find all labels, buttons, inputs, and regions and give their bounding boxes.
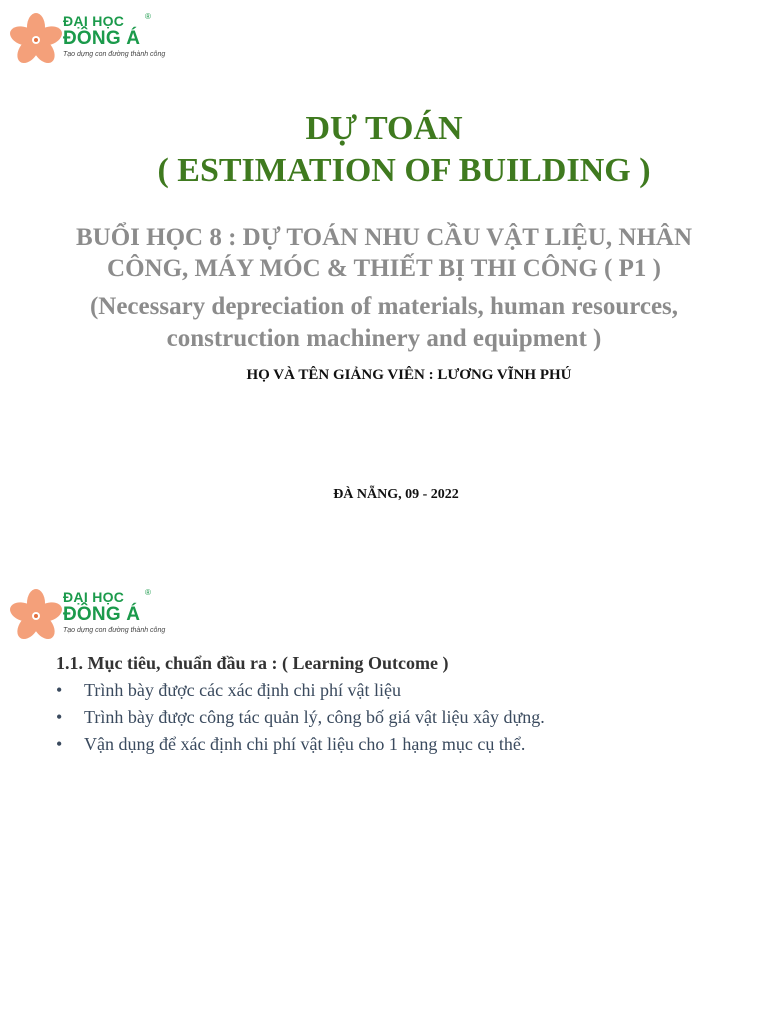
list-item bbox=[56, 731, 545, 758]
lecturer-name: HỌ VÀ TÊN GIẢNG VIÊN : LƯƠNG VĨNH PHÚ bbox=[246, 367, 572, 383]
list-item bbox=[56, 677, 545, 704]
logo-tagline: Tạo dựng con đường thành công bbox=[63, 51, 166, 58]
learning-outcome-heading: 1.1. Mục tiêu, chuẩn đầu ra : ( Learning Outcome ) bbox=[56, 653, 449, 673]
logo-line1: ĐẠI HỌC bbox=[63, 13, 125, 29]
list-item-text: Trình bày được công tác quản lý, công bố giá vật liệu xây dựng. bbox=[84, 707, 545, 727]
flower-logo-icon bbox=[8, 12, 64, 68]
bullet-icon: • bbox=[56, 734, 63, 754]
bullet-icon: • bbox=[56, 707, 63, 727]
session-title-english: (Necessary depreciation of materials, human resources, construction machinery and equipment ) bbox=[89, 293, 679, 352]
logo-tagline: Tạo dựng con đường thành công bbox=[63, 627, 166, 634]
list-item bbox=[56, 704, 545, 731]
session-title: BUỔI HỌC 8 : DỰ TOÁN NHU CẦU VẬT LIỆU, NHÂN CÔNG, MÁY MÓC & THIẾT BỊ THI CÔNG ( P1 ) bbox=[75, 224, 693, 282]
logo-registered-mark: ® bbox=[145, 588, 151, 597]
bullet-icon: • bbox=[56, 680, 63, 700]
logo-line2: ĐÔNG Á bbox=[63, 604, 141, 625]
university-logo-slide2 bbox=[8, 588, 166, 644]
slide-subtitle: ( ESTIMATION OF BUILDING ) bbox=[157, 152, 651, 189]
learning-outcome-list bbox=[56, 677, 545, 758]
logo-line1: ĐẠI HỌC bbox=[63, 589, 125, 605]
list-item-text: Trình bày được các xác định chi phí vật liệu bbox=[84, 680, 402, 700]
list-item-text: Vận dụng để xác định chi phí vật liệu cho 1 hạng mục cụ thể. bbox=[84, 734, 526, 754]
logo-line2: ĐÔNG Á bbox=[63, 28, 141, 49]
place-date: ĐÀ NẴNG, 09 - 2022 bbox=[333, 487, 459, 502]
logo-registered-mark: ® bbox=[145, 12, 151, 21]
flower-logo-icon bbox=[8, 588, 64, 644]
university-logo bbox=[8, 12, 166, 68]
slide-title: DỰ TOÁN bbox=[305, 110, 463, 147]
